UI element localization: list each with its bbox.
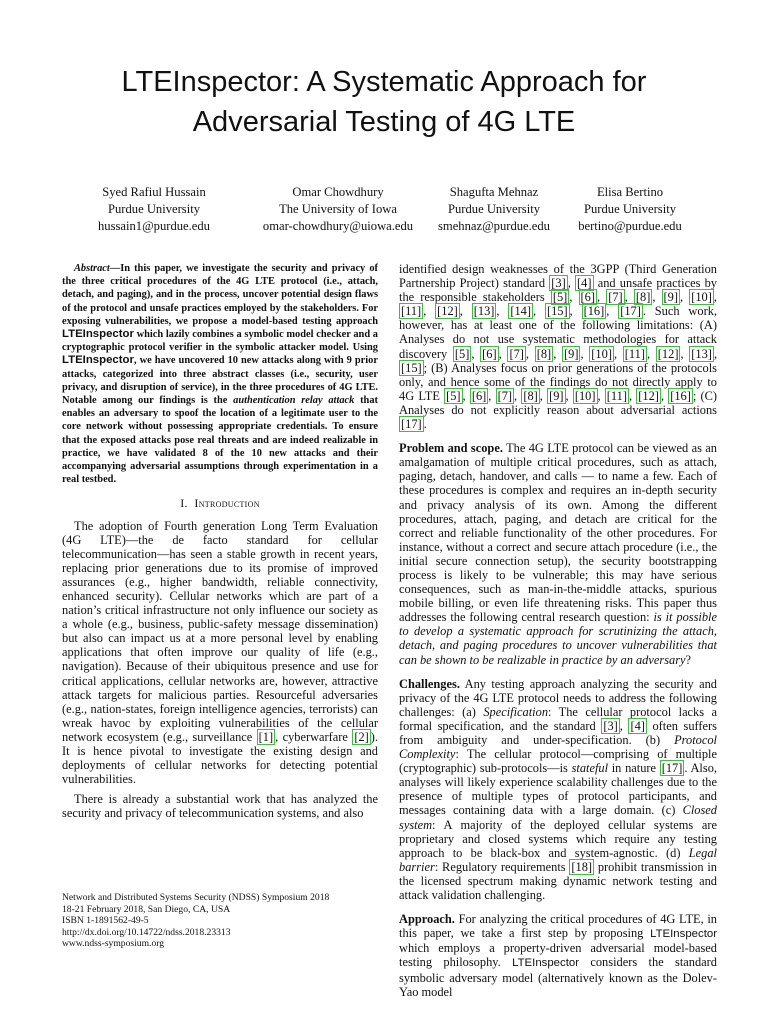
paragraph-text: prohibit transmission in the licensed spectrum making dynamic network testing and attack validation challenging. xyxy=(399,859,717,903)
author-email[interactable]: bertino@purdue.edu xyxy=(578,219,682,233)
footer-line: ISBN 1-1891562-49-5 xyxy=(62,915,149,927)
research-question: is it possible to develop a systematic approach for scrutinizing the attach, detach, and paging procedures to uncover vulnerabilities that can be shown to be realizable in practice by an adversary xyxy=(399,610,717,667)
paper-title xyxy=(0,62,768,142)
paragraph-text: . xyxy=(423,417,427,432)
paragraph-title: Challenges. xyxy=(399,676,460,691)
problem-paragraph xyxy=(399,441,717,667)
abstract xyxy=(62,262,378,486)
paragraph-title: Approach. xyxy=(399,912,455,927)
citation-link[interactable]: [9] xyxy=(663,290,678,305)
paragraph-text: ; (C) Analyses do not explicitly reason about adversarial actions xyxy=(399,388,718,417)
citation-link[interactable]: [16] xyxy=(670,388,691,403)
paragraph-text: , xyxy=(619,718,629,733)
website-link[interactable]: www.ndss-symposium.org xyxy=(62,938,165,950)
section-title: Introduction xyxy=(194,496,260,511)
citation-link[interactable]: [8] xyxy=(635,290,651,305)
citation-link[interactable]: [5] xyxy=(454,346,470,361)
citation-link[interactable]: [7] xyxy=(608,290,623,305)
citation-link[interactable]: [10] xyxy=(691,290,712,305)
tool-name: LTEInspector xyxy=(62,354,134,367)
citation-link[interactable]: [11] xyxy=(401,304,422,319)
citation-link[interactable]: [7] xyxy=(497,388,513,403)
author-name: Omar Chowdhury xyxy=(292,185,384,199)
paragraph-text: and unsafe practices by the responsible stakeholders xyxy=(399,276,717,305)
paragraph-text: identified design weaknesses of the 3GPP (Third Generation Partnership Project) standard xyxy=(399,262,717,291)
author-affiliation: Purdue University xyxy=(448,202,540,216)
citation-link[interactable]: [5] xyxy=(552,290,568,305)
section-number: I. xyxy=(180,496,188,511)
citation-link[interactable]: [17] xyxy=(401,417,422,432)
citation-link[interactable]: [7] xyxy=(509,346,524,361)
paragraph-text: which employs a property-driven adversarial model-based testing philosophy. xyxy=(399,941,717,970)
citation-link[interactable]: [12] xyxy=(638,388,659,403)
author-name: Shagufta Mehnaz xyxy=(449,185,539,199)
abstract-text: —In this paper, we investigate the security and privacy of the three critical procedures of the 4G LTE protocol (i.e., attach, detach, and paging), and in the process, uncover potential design flaws of the protocol and unsafe practices employed by the stakeholders. For exposing vulnerabilities, we propose a model-based testing approach xyxy=(62,263,378,327)
tool-name: LTEInspector xyxy=(62,328,134,341)
emphasis: Specification xyxy=(483,704,549,719)
paragraph-text: The 4G LTE protocol can be viewed as an amalgamation of multiple critical procedures, such as attach, paging, detach, handover, and calls — to name a few. Each of these procedures is complex and requires an in-depth security and privacy analysis of its own. Among the different procedures, attach, paging, and detach are critical for the correct and reliable functionality of the other procedures. For instance, without a correct and secure attach procedure (i.e., the initial secure connection setup), the security bootstrapping process is likely to be vulnerable; this may have serious consequences, such as man-in-the-middle attacks, spurious mobile billing, or even life threatening risks. This paper thus addresses the following central research question: xyxy=(399,441,717,625)
emphasis: Protocol Complexity xyxy=(399,733,717,762)
tool-name: LTEInspector xyxy=(512,957,580,970)
paragraph-text: : A majority of the deployed cellular systems are proprietary and closed systems which require any testing approach to be black-box and system-agnostic. (d) xyxy=(399,817,717,860)
author-email[interactable]: smehnaz@purdue.edu xyxy=(438,219,550,233)
citation-link[interactable]: [16] xyxy=(583,304,605,319)
author-2 xyxy=(238,184,438,235)
citation-link[interactable]: [17] xyxy=(661,761,683,776)
abstract-text: that enables an adversary to spoof the location of a legitimate user to the core network without possessing appropriate credentials. To ensure that the exposed attacks pose real threats and are indeed realizable in practice, we have validated 8 of the 10 new attacks and their accompanying adversarial assumptions through experimentation in a real testbed. xyxy=(62,395,378,486)
footer-line: Network and Distributed Systems Security (NDSS) Symposium 2018 xyxy=(62,892,330,903)
paragraph-text: . Such work, however, has at least one of the following limitations: (A) Analyses do not use systematic methodologies for attack discovery xyxy=(399,304,717,361)
author-affiliation: The University of Iowa xyxy=(279,202,397,216)
tool-name: LTEInspector xyxy=(650,928,717,941)
citation-link[interactable]: [8] xyxy=(536,346,552,361)
author-email[interactable]: omar-chowdhury@uiowa.edu xyxy=(262,219,414,233)
intro-paragraph-2: There is already a substantial work that has analyzed the security and privacy of telecommunication systems, and also xyxy=(62,792,378,821)
paragraph-text: ; (B) Analyses focus on prior generations of the protocols only, and hence some of the findings do not directly apply to 4G LTE xyxy=(399,360,717,403)
citation-group: [3] , [4] xyxy=(551,276,592,291)
citation-link[interactable]: [6] xyxy=(471,388,487,403)
paragraph-text: , cyberwarfare xyxy=(275,729,353,744)
related-work-paragraph xyxy=(399,262,717,431)
abstract-label: Abstract xyxy=(74,263,110,274)
paper-title-line-2: Adversarial Testing of 4G LTE xyxy=(192,106,576,138)
left-column xyxy=(62,262,378,821)
approach-paragraph xyxy=(399,912,717,999)
intro-paragraph-1 xyxy=(62,519,378,787)
citation-link[interactable]: [12] xyxy=(657,346,679,361)
paragraph-text: Any testing approach analyzing the security and privacy of the 4G LTE protocol needs to address the following challenges: (a) xyxy=(399,676,717,719)
citation-link[interactable]: [5] xyxy=(446,388,461,403)
citation-link[interactable]: [11] xyxy=(606,388,627,403)
citation-group: [5] , [6] , [7] , [8] , [9] , [10] , [11] , [12] , [16] xyxy=(446,388,691,403)
citation-link[interactable]: [10] xyxy=(591,346,612,361)
section-heading xyxy=(62,496,378,510)
author-3 xyxy=(422,184,566,235)
author-4 xyxy=(568,184,692,235)
citation-link[interactable]: [9] xyxy=(549,388,564,403)
paragraph-text: ). It is hence pivotal to investigate the existing design and deployments of cellular networks for detecting potential vulnerabilities. xyxy=(62,729,378,787)
citation-link[interactable]: [3] xyxy=(551,276,566,291)
abstract-text: which lazily combines a symbolic model checker and a cryptographic protocol verifier in the symbolic attacker model. Using xyxy=(62,329,378,354)
abstract-text: , we have uncovered 10 new attacks along with 9 prior attacks, categorized into three abstract classes (i.e., security, user privacy, and disruption of service), in the three procedures of 4G LTE. Notable among our findings is the xyxy=(62,355,378,407)
emphasis: Closed system xyxy=(399,803,717,832)
paragraph-text: For analyzing the critical procedures of 4G LTE, in this paper, we take a first step by proposing xyxy=(399,912,717,941)
paragraph-text: ? xyxy=(685,652,692,667)
doi-link[interactable]: http://dx.doi.org/10.14722/ndss.2018.23313 xyxy=(62,926,231,938)
paragraph-text: . Also, analyses will likely experience scalability challenges due to the presence of multiple types of protocol participants, and messages containing data with a large domain. (c) xyxy=(399,761,717,818)
paragraph-text: often suffers from ambiguity and under-specification. (b) xyxy=(399,718,717,747)
author-email[interactable]: hussain1@purdue.edu xyxy=(98,219,210,233)
emphasis: Legal barrier xyxy=(399,845,717,874)
footer-line: 18-21 February 2018, San Diego, CA, USA xyxy=(62,903,231,915)
citation-link[interactable]: [4] xyxy=(577,276,592,291)
citation-link[interactable]: [15] xyxy=(401,360,422,375)
author-affiliation: Purdue University xyxy=(584,202,676,216)
emphasis: stateful xyxy=(571,761,609,776)
citation-link[interactable]: [6] xyxy=(482,346,497,361)
author-1 xyxy=(78,184,230,235)
citation-link[interactable]: [14] xyxy=(510,304,532,319)
paragraph-text: in nature xyxy=(608,761,660,776)
citation-link[interactable]: [12] xyxy=(437,304,458,319)
citation-link[interactable]: [10] xyxy=(574,388,596,403)
citation-link[interactable]: [4] xyxy=(630,718,645,733)
citation-link[interactable]: [3] xyxy=(603,718,618,733)
citation-link[interactable]: [8] xyxy=(523,388,538,403)
citation-link[interactable]: [18] xyxy=(571,859,593,874)
author-affiliation: Purdue University xyxy=(108,202,200,216)
citation-link[interactable]: [1] xyxy=(258,729,274,744)
citation-link[interactable]: [15] xyxy=(546,304,568,319)
paragraph-text: : The cellular protocol lacks a formal specification, and the standard xyxy=(399,704,717,733)
challenges-paragraph xyxy=(399,677,717,903)
paragraph-title: Problem and scope. xyxy=(399,441,503,456)
paragraph-text: The adoption of Fourth generation Long Term Evaluation (4G LTE)—the de facto standard for cellular telecommunication—has seen a stable growth in recent years, replacing prior generations due to its promise of improved assurances (e.g., higher bandwidth, reliable connectivity, enhanced security). Cellular networks which are part of a nation’s critical infrastructure not only influence our society as a whole (e.g., business, public-safety message dissemination) but also can impact us at a more personal level by enabling applications that often improve our quality of life (e.g., navigation). Because of their ubiquitous presence and use for critical applications, cellular networks are, however, attractive attack targets for malicious parties. Resourceful adversaries (e.g., nation-states, foreign intelligence agencies, terrorists) can wreak havoc by exploiting vulnerabilities of the cellular network ecosystem (e.g., surveillance xyxy=(62,518,378,744)
citation-link[interactable]: [13] xyxy=(691,346,712,361)
paragraph-text: : The cellular protocol—comprising of multiple (cryptographic) sub-protocols—is xyxy=(399,747,717,776)
citation-link[interactable]: [11] xyxy=(624,346,645,361)
emphasis: authentication relay attack xyxy=(233,395,355,407)
citation-group xyxy=(399,416,424,432)
right-column xyxy=(399,262,717,999)
paragraph-text: : Regulatory requirements xyxy=(434,859,570,874)
citation-link[interactable]: [13] xyxy=(473,304,495,319)
citation-link[interactable]: [9] xyxy=(564,346,579,361)
citation-group: [5] , [6] , [7] , [8] , [9] , [10] , [11] , [12] , [13] , [15] xyxy=(401,346,718,375)
paragraph-text: considers the standard symbolic adversary model (alternatively known as the Dolev-Yao model xyxy=(399,955,717,999)
citation-link[interactable]: [6] xyxy=(580,290,595,305)
author-name: Syed Rafiul Hussain xyxy=(102,185,206,199)
citation-link[interactable]: [2] xyxy=(354,729,369,744)
author-block xyxy=(0,184,768,240)
conference-footer xyxy=(62,892,392,950)
author-name: Elisa Bertino xyxy=(596,185,664,199)
paper-title-line-1: LTEInspector: A Systematic Approach for xyxy=(121,66,647,98)
citation-group: [5] , [6] , [7] , [8] , [9] , [10] , [11] , [12] , [13] , [14] , [15] , [16] , [17] xyxy=(401,290,717,319)
citation-link[interactable]: [17] xyxy=(620,304,641,319)
